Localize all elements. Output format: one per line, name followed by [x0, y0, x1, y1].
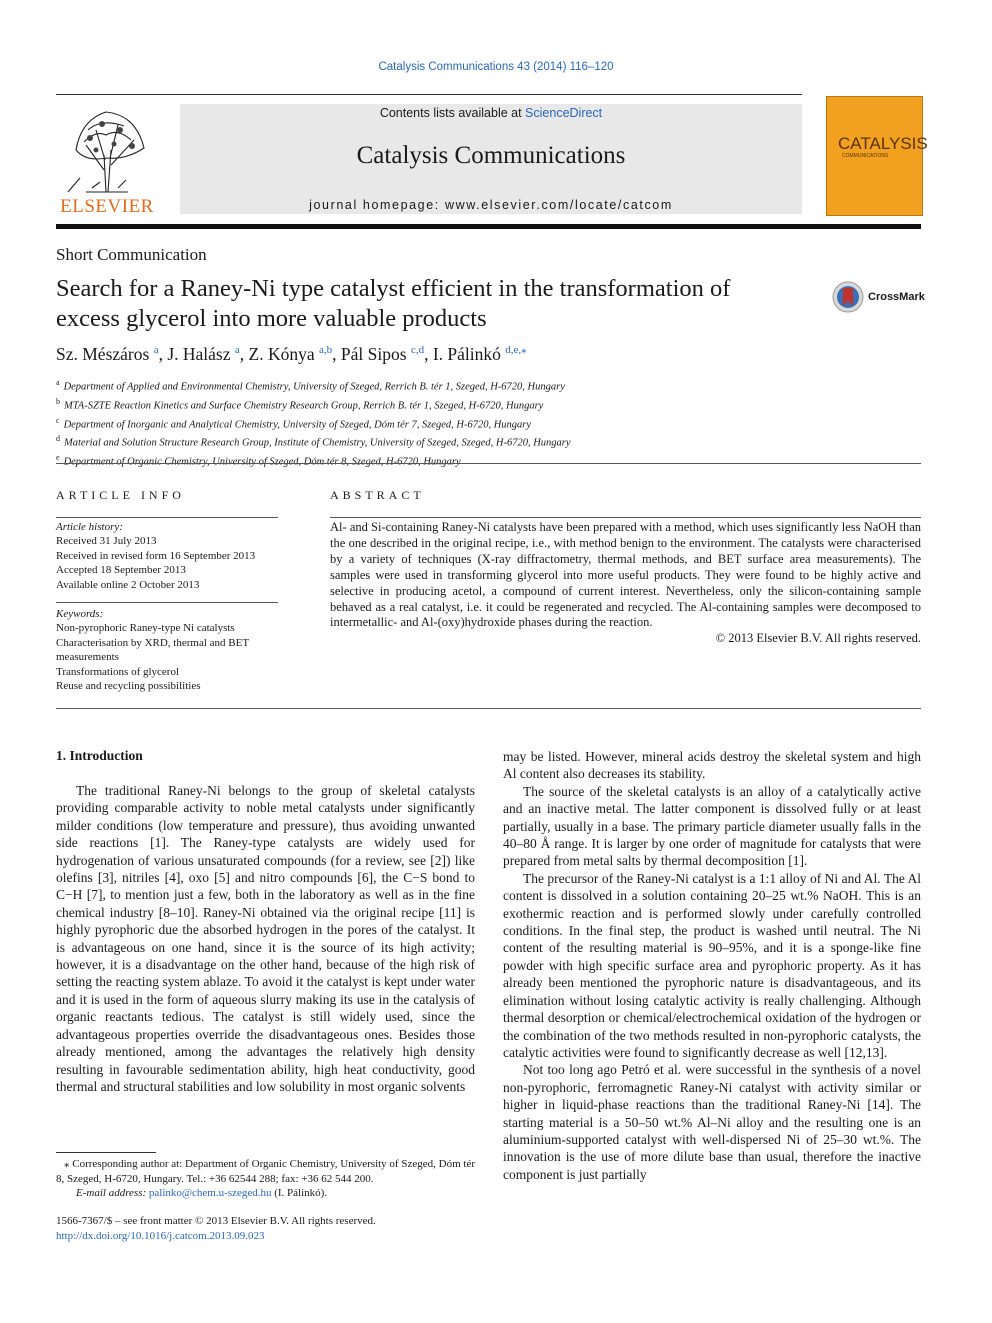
contents-prefix: Contents lists available at	[379, 106, 526, 120]
body-column-right	[503, 748, 921, 1183]
cover-subtitle: COMMUNICATIONS	[842, 153, 889, 159]
abstract-rule	[330, 517, 921, 518]
contents-line	[180, 106, 802, 120]
body-paragraph: The precursor of the Raney-Ni catalyst is a 1:1 alloy of Ni and Al. The Al content is dissolved in a solution containing 20–25 wt.% NaOH. This is an exothermic reaction and is performed slowly under carefully controlled conditions. In the final step, the product is washed until neutral. The Ni content of the resulting material is 90–95%, and it is a sponge-like fine powder with high specific surface area and pyrophoric property. As it has already been mentioned the pyrophoric nature is disadvantageous, and its elimination without losing catalytic activity is really challenging. Although thermal desorption or chemical/electrochemical oxidation of the hydrogen or the combination of the two methods resulted in non-pyrophoric catalysts, the catalytic activities were found to significantly decrease as well [12,13].	[503, 870, 921, 1060]
issn-line: 1566-7367/$ – see front matter © 2013 Elsevier B.V. All rights reserved.	[56, 1215, 376, 1227]
journal-title: Catalysis Communications	[356, 142, 626, 169]
keywords	[56, 607, 278, 693]
history-item: Received in revised form 16 September 2013	[56, 549, 256, 562]
footnote-text: Corresponding author at: Department of Organic Chemistry, University of Szeged, Dóm tér 8, Szeged, H-6720, Hungary. Tel.: +36 62544 288; fax: +36 62 544 200.	[56, 1158, 475, 1185]
keyword: Transformations of glycerol	[56, 665, 180, 678]
affiliation: $^a$ Department of Applied and Environmental Chemistry, University of Szeged, Rerrich B. tér 1, Szeged, H-6720, Hungary	[56, 378, 565, 393]
keyword: Non-pyrophoric Raney-type Ni catalysts	[56, 622, 235, 635]
history-label: Article history:	[56, 521, 123, 533]
abstract-text: Al- and Si-containing Raney-Ni catalysts have been prepared with a method, which uses significantly less NaOH than the one described in the original recipe, i.e., with method benign to the environment. The catalysts were characterised by a variety of techniques (X-ray diffractometry, thermal methods, and BET surface area measurements). The samples were used in transforming glycerol into more useful products. They were found to be highly active and selective in producing acetol, a compound of current interest. Nevertheless, only the silicon-containing sample behaved as a real catalyst, i.e. it could be regenerated and recycled. The Al-containing samples were decomposed to intermetallic- and Al-(oxy)hydroxide phases during the reaction.	[330, 520, 921, 630]
crossmark-icon[interactable]	[832, 281, 864, 313]
history-item: Accepted 18 September 2013	[56, 564, 186, 577]
homepage-url[interactable]: www.elsevier.com/locate/catcom	[444, 198, 673, 212]
header-top-rule	[56, 94, 802, 95]
abstract-copyright: © 2013 Elsevier B.V. All rights reserved.	[715, 631, 921, 646]
section-heading: 1. Introduction	[56, 748, 143, 763]
email-link[interactable]: palinko@chem.u-szeged.hu	[148, 1187, 272, 1199]
abstract-heading: ABSTRACT	[330, 488, 425, 502]
crossmark-label[interactable]: CrossMark	[868, 291, 925, 303]
elsevier-wordmark: ELSEVIER	[60, 196, 154, 217]
author[interactable]: I. Pálinkó $^{d,e,⁎}$	[432, 343, 527, 364]
history-item: Available online 2 October 2013	[56, 578, 200, 591]
corresponding-author-footnote	[56, 1157, 475, 1201]
keyword: Reuse and recycling possibilities	[56, 680, 201, 693]
body-paragraph: Not too long ago Petró et al. were successful in the synthesis of a novel non-pyrophoric, ferromagnetic Raney-Ni catalyst with activity similar or higher in liquid-phase reactions than the traditional Raney-Ni [14]. The starting material is a 50–50 wt.% Al–Ni alloy and the resulting one is an aluminium-supported catalyst with well-dispersed Ni of 25–30 wt.%. The innovation is the use of more dilute base than usual, therefore the inactive component is just partially	[503, 1062, 921, 1182]
header-thick-rule	[56, 224, 921, 229]
email-label: E-mail address:	[76, 1187, 149, 1199]
article-title: Search for a Raney-Ni type catalyst efficient in the transformation of excess glycerol into more valuable products	[56, 275, 731, 332]
affiliation: $^c$ Department of Inorganic and Analytical Chemistry, University of Szeged, Dóm tér 7, Szeged, H-6720, Hungary	[56, 415, 532, 431]
journal-homepage	[180, 198, 802, 212]
affiliations	[56, 376, 921, 470]
author[interactable]: Sz. Mészáros $^a$	[56, 343, 159, 364]
body-column-left	[56, 782, 475, 1095]
footnote-star: ⁎	[64, 1158, 70, 1170]
history-item: Received 31 July 2013	[56, 535, 157, 548]
affiliation-rule	[56, 463, 921, 464]
article-type: Short Communication	[56, 245, 207, 264]
affiliation: $^d$ Material and Solution Structure Research Group, Institute of Chemistry, University of Szeged, Szeged, H-6720, Hungary	[56, 434, 571, 449]
article-info-rule	[56, 517, 278, 518]
article-info-heading: ARTICLE INFO	[56, 488, 185, 502]
keyword: Characterisation by XRD, thermal and BET measurements	[56, 636, 249, 664]
keywords-rule	[56, 602, 278, 603]
abstract-bottom-rule	[56, 708, 921, 709]
cover-title: CATALYSIS	[838, 134, 928, 153]
author[interactable]: Pál Sipos $^{c,d}$	[340, 343, 425, 364]
sciencedirect-link[interactable]: ScienceDirect	[525, 106, 603, 120]
issn-block	[56, 1214, 475, 1243]
article-history	[56, 520, 278, 592]
author-list: Sz. Mészáros $^a$, J. Halász $^a$, Z. Kónya $^{a,b}$, Pál Sipos $^{c,d}$, I. Pálinkó $^{d,e,⁎}$	[56, 343, 527, 364]
footnote-rule	[56, 1152, 156, 1153]
author[interactable]: Z. Kónya $^{a,b}$	[248, 343, 333, 364]
affiliation: $^b$ MTA-SZTE Reaction Kinetics and Surface Chemistry Research Group, Rerrich B. tér 1, Szeged, H-6720, Hungary	[56, 396, 544, 412]
journal-citation[interactable]: Catalysis Communications 43 (2014) 116–120	[378, 61, 614, 73]
affiliation: e	[56, 453, 60, 463]
abstract-body	[330, 520, 921, 647]
body-paragraph: The traditional Raney-Ni belongs to the group of skeletal catalysts providing comparable activity to noble metal catalysts under significantly milder conditions (low temperature and pressure), thus avoiding unwanted side reactions [1]. The Raney-type catalysts are widely used for hydrogenation of various unsaturated compounds (for a review, see [2]) like olefins [3], nitriles [4], oxo [5] and nitro compounds [6], the C−S bond to C−H [7], to mention just a few, both in the laboratory as well as in the fine chemical industry [8–10]. Raney-Ni obtained via the original recipe [11] is highly pyrophoric due the absorbed hydrogen in the pores of the catalyst. It is advantageous on one hand, since it is the source of its high activity; however, it is a disadvantage on the other hand, because of the high risk of setting the reacting system ablaze. To avoid it the catalyst is kept under water and it is used in the form of aqueous slurry making its use in the catalysis of organic reactants tedious. The catalyst is still widely used, since the advantageous properties override the disadvantageous ones. Besides those already mentioned, among the advantages the relatively high density resulting in favourable sedimentation ability, high heat conductivity, good thermal and structural stabilities and low solubility in most organic solvents	[56, 783, 475, 1094]
email-suffix: (I. Pálinkó).	[271, 1187, 328, 1199]
homepage-prefix: journal homepage:	[309, 198, 445, 212]
author[interactable]: J. Halász $^a$	[167, 343, 240, 364]
keywords-label: Keywords:	[56, 608, 104, 620]
body-paragraph: may be listed. However, mineral acids destroy the skeletal system and high Al content also decreases its stability.	[503, 749, 921, 782]
doi-link[interactable]: http://dx.doi.org/10.1016/j.catcom.2013.09.023	[56, 1229, 265, 1242]
body-paragraph: The source of the skeletal catalysts is an alloy of a catalytically active and an inactive metal. The latter component is dissolved fully or at least partially, usually in a base. The primary particle diameter usually falls in the 40–80 Å range. It is larger by one order of magnitude for catalysts that were prepared from metal salts by thermal decomposition [1].	[503, 783, 921, 869]
